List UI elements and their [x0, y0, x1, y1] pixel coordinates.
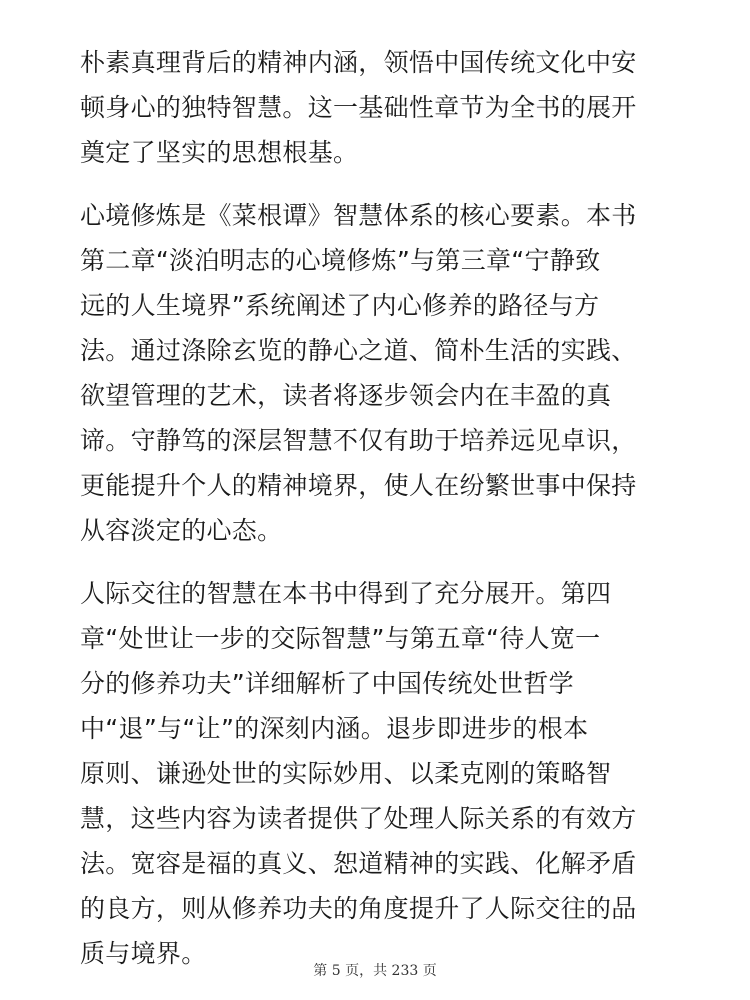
text-line: 顿身心的独特智慧。这一基础性章节为全书的展开 — [80, 93, 637, 122]
text-line: 奠定了坚实的思想根基。 — [80, 138, 359, 167]
text-line: 章“处世让一步的交际智慧”与第五章“待人宽一 — [80, 624, 601, 653]
text-line: 的良方，则从修养功夫的角度提升了人际交往的品 — [80, 894, 637, 923]
text-line: 朴素真理背后的精神内涵，领悟中国传统文化中安 — [80, 48, 637, 77]
text-line: 远的人生境界”系统阐述了内心修养的路径与方 — [80, 291, 600, 320]
text-line: 心境修炼是《菜根谭》智慧体系的核心要素。本书 — [80, 201, 637, 230]
text-line: 质与境界。 — [80, 939, 207, 968]
text-line: 慧，这些内容为读者提供了处理人际关系的有效方 — [80, 804, 637, 833]
text-line: 第二章“淡泊明志的心境修炼”与第三章“宁静致 — [80, 246, 601, 275]
text-line: 人际交往的智慧在本书中得到了充分展开。第四 — [80, 579, 612, 608]
text-line: 法。宽容是福的真义、恕道精神的实践、化解矛盾 — [80, 849, 637, 878]
text-line: 从容淡定的心态。 — [80, 516, 283, 545]
text-line: 欲望管理的艺术，读者将逐步领会内在丰盈的真 — [80, 381, 612, 410]
paragraph-3 — [80, 571, 690, 976]
text-line: 更能提升个人的精神境界，使人在纷繁世事中保持 — [80, 471, 637, 500]
page-number-footer: 第 5 页，共 233 页 — [313, 963, 437, 979]
text-line: 原则、谦逊处世的实际妙用、以柔克刚的策略智 — [80, 759, 612, 788]
text-line: 中“退”与“让”的深刻内涵。退步即进步的根本 — [80, 714, 589, 743]
text-line: 法。通过涤除玄览的静心之道、简朴生活的实践、 — [80, 336, 637, 365]
paragraph-1 — [80, 40, 690, 175]
body-text — [80, 40, 690, 994]
text-line: 谛。守静笃的深层智慧不仅有助于培养远见卓识， — [80, 426, 637, 455]
paragraph-2 — [80, 193, 690, 553]
text-line: 分的修养功夫”详细解析了中国传统处世哲学 — [80, 669, 574, 698]
